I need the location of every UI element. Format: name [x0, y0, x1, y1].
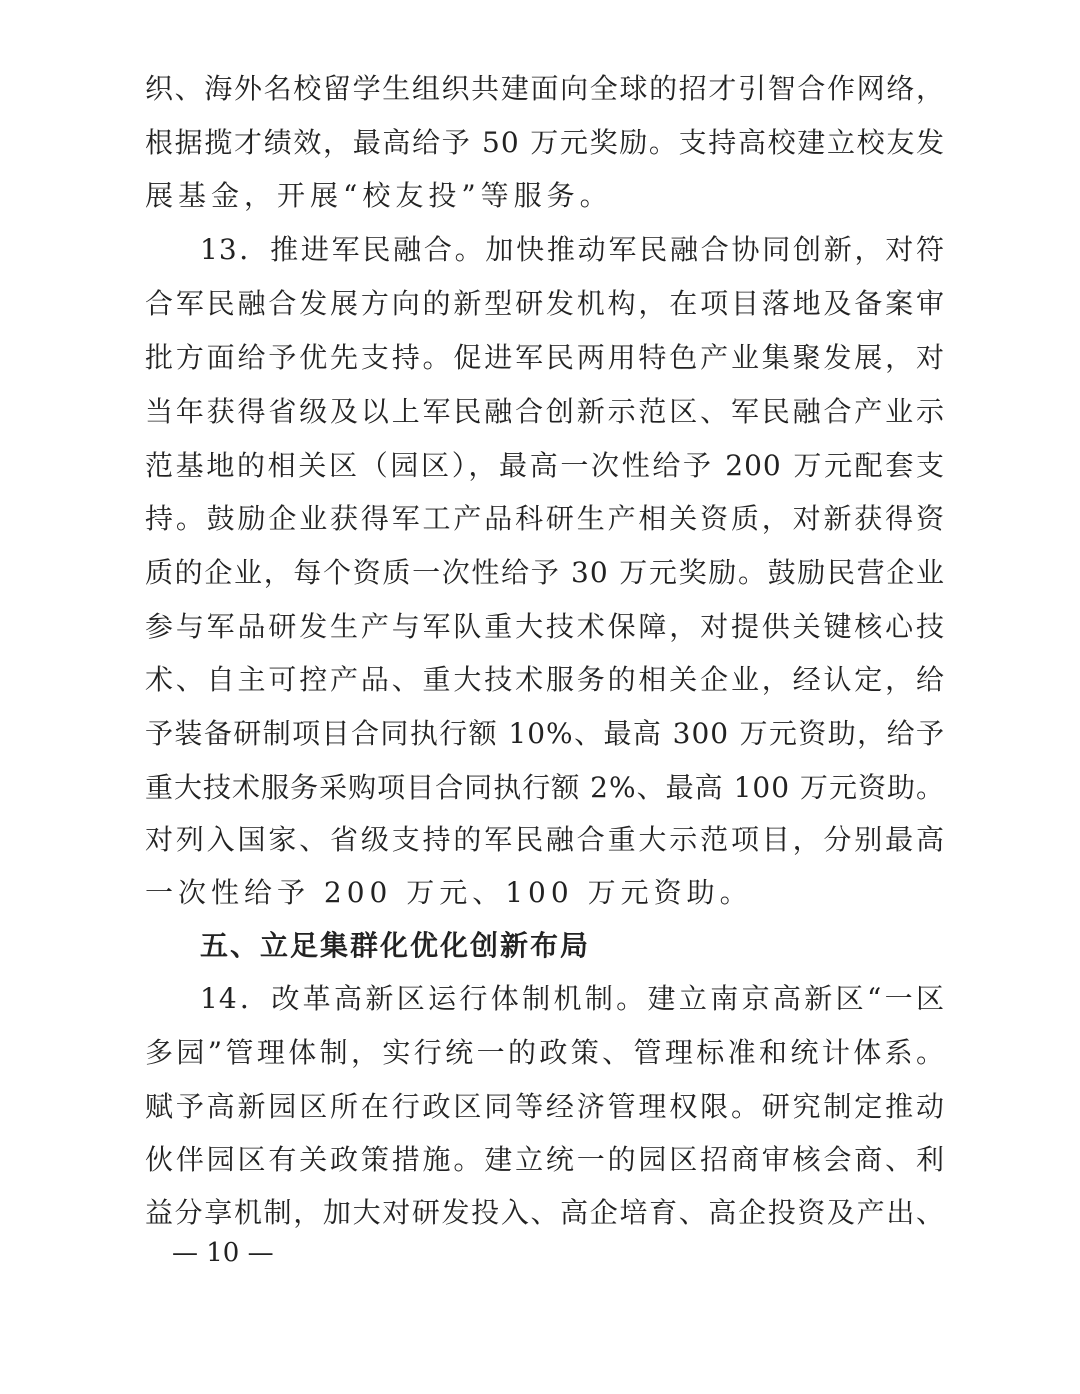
text-line: 展基金，开展“校友投”等服务。 — [145, 179, 613, 212]
text-line: 合军民融合发展方向的新型研发机构，在项目落地及备案审 — [145, 287, 945, 320]
text-line: 益分享机制，加大对研发投入、高企培育、高企投资及产出、 — [145, 1196, 945, 1229]
text-line: 伙伴园区有关政策措施。建立统一的园区招商审核会商、利 — [145, 1143, 945, 1176]
text-line: 批方面给予优先支持。促进军民两用特色产业集聚发展，对 — [145, 341, 945, 374]
text-line: 根据揽才绩效，最高给予 50 万元奖励。支持高校建立校友发 — [145, 126, 945, 159]
text-line: 予装备研制项目合同执行额 10%、最高 300 万元资助，给予 — [145, 717, 945, 750]
paragraph-13-start: 13．推进军民融合。加快推动军民融合协同创新，对符 — [200, 233, 945, 266]
text-line: 对列入国家、省级支持的军民融合重大示范项目，分别最高 — [145, 823, 945, 856]
text-line: 范基地的相关区（园区），最高一次性给予 200 万元配套支 — [145, 449, 945, 482]
text-line: 持。鼓励企业获得军工产品科研生产相关资质，对新获得资 — [145, 502, 945, 535]
text-line: 赋予高新园区所在行政区同等经济管理权限。研究制定推动 — [145, 1090, 945, 1123]
section-heading: 五、立足集群化优化创新布局 — [200, 929, 591, 962]
text-line: 术、自主可控产品、重大技术服务的相关企业，经认定，给 — [145, 663, 945, 696]
text-line: 质的企业，每个资质一次性给予 30 万元奖励。鼓励民营企业 — [145, 556, 945, 589]
paragraph-14-start: 14．改革高新区运行体制机制。建立南京高新区“一区 — [200, 982, 945, 1015]
text-line: 重大技术服务采购项目合同执行额 2%、最高 100 万元资助。 — [145, 771, 945, 804]
text-line: 当年获得省级及以上军民融合创新示范区、军民融合产业示 — [145, 395, 945, 428]
page-number: — 10 — — [172, 1238, 274, 1268]
text-line: 多园”管理体制，实行统一的政策、管理标准和统计体系。 — [145, 1036, 945, 1069]
text-line: 参与军品研发生产与军队重大技术保障，对提供关键核心技 — [145, 610, 945, 643]
text-line: 织、海外名校留学生组织共建面向全球的招才引智合作网络， — [145, 72, 945, 105]
text-line: 一次性给予 200 万元、100 万元资助。 — [145, 876, 753, 909]
